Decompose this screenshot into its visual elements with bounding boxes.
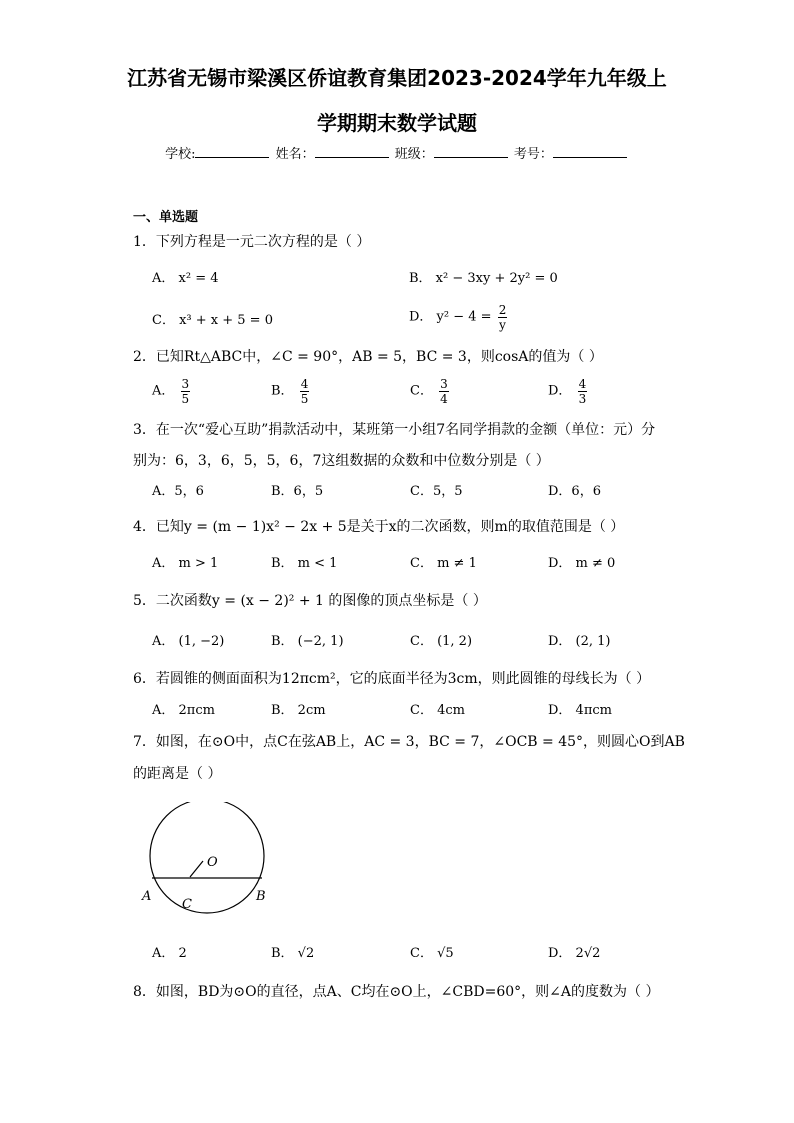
label-b: B (256, 889, 266, 904)
fraction-numerator: 2 (498, 303, 507, 317)
option-letter: A． (152, 383, 175, 399)
q2-option-a[interactable] (152, 377, 190, 406)
circle-diagram (138, 802, 278, 914)
question-7-stem-continued: 的距离是（ ） (133, 766, 222, 782)
q6-option-c[interactable]: C． 4cm (410, 703, 465, 718)
option-letter: C． (410, 383, 433, 399)
question-2-stem: 2．已知Rt△ABC中，∠C = 90°，AB = 5，BC = 3，则cosA的值为（ ） (133, 349, 603, 365)
q6-option-b[interactable]: B． 2cm (271, 703, 326, 718)
question-6-stem: 6．若圆锥的侧面面积为12πcm²，它的底面半径为3cm，则此圆锥的母线长为（ ） (133, 671, 651, 687)
question-4-stem: 4．已知y = (m − 1)x² − 2x + 5是关于x的二次函数，则m的取值范围是（ ） (133, 519, 625, 535)
section-heading: 一、单选题 (133, 210, 199, 225)
school-label: 学校: (165, 147, 196, 162)
page-title-line2: 学期期末数学试题 (317, 111, 477, 135)
question-5-stem: 5．二次函数y = (x − 2)² + 1 的图像的顶点坐标是（ ） (133, 593, 487, 609)
q4-option-a[interactable]: A． m > 1 (152, 556, 219, 571)
q3-option-b[interactable]: B．6，5 (271, 484, 324, 499)
q4-option-d[interactable]: D． m ≠ 0 (548, 556, 616, 571)
q1-option-d-prefix: D． y² − 4 = (409, 309, 492, 325)
q7-option-b[interactable]: B． √2 (271, 946, 315, 961)
q6-option-a[interactable]: A． 2πcm (152, 703, 215, 718)
q2-d-fraction (578, 377, 588, 406)
q1-option-a[interactable]: A． x² = 4 (152, 271, 219, 286)
question-1-stem: 1．下列方程是一元二次方程的是（ ） (133, 234, 371, 250)
q3-option-a[interactable]: A．5，6 (152, 484, 204, 499)
q2-option-c[interactable] (410, 377, 449, 406)
question-3-stem: 3．在一次“爱心互助”捐款活动中，某班第一小组7名同学捐款的金额（单位：元）分 (133, 422, 656, 438)
fraction-numerator: 3 (440, 377, 448, 391)
question-7-stem: 7．如图，在⊙O中，点C在弦AB上，AC = 3，BC = 7，∠OCB = 45°，则圆心O到AB (133, 734, 685, 750)
class-blank[interactable] (434, 145, 508, 158)
q2-b-fraction (300, 377, 310, 406)
label-c: C (182, 897, 192, 912)
q3-option-c[interactable]: C．5，5 (410, 484, 463, 499)
student-info-line (0, 145, 794, 164)
page-title-line1: 江苏省无锡市梁溪区侨谊教育集团2023-2024学年九年级上 (127, 66, 667, 90)
fraction-denominator: 4 (440, 392, 448, 406)
class-label: 班级： (394, 147, 434, 162)
fraction-denominator: y (499, 318, 506, 332)
fraction-numerator: 3 (181, 377, 190, 391)
q7-option-d[interactable]: D． 2√2 (548, 946, 601, 961)
fraction-denominator: 5 (181, 392, 190, 406)
q2-option-b[interactable] (271, 377, 309, 406)
fraction-numerator: 4 (300, 377, 309, 391)
option-letter: D． (548, 383, 572, 399)
school-blank[interactable] (195, 145, 269, 158)
fraction-denominator: 5 (300, 392, 309, 406)
q7-option-c[interactable]: C． √5 (410, 946, 454, 961)
label-a: A (142, 889, 152, 904)
q4-option-b[interactable]: B． m < 1 (271, 556, 338, 571)
question-3-stem-continued: 别为：6，3，6，5，5，6，7这组数据的众数和中位数分别是（ ） (133, 453, 550, 469)
q2-a-fraction (181, 377, 191, 406)
q1-option-b[interactable]: B． x² − 3xy + 2y² = 0 (409, 271, 558, 286)
fraction-denominator: 3 (578, 392, 587, 406)
q2-option-d[interactable] (548, 377, 587, 406)
option-letter: B． (271, 383, 294, 399)
question-8-stem: 8．如图，BD为⊙O的直径，点A、C均在⊙O上，∠CBD=60°，则∠A的度数为（ ） (133, 984, 660, 1000)
exam-no-blank[interactable] (553, 145, 627, 158)
name-label: 姓名： (275, 147, 315, 162)
q6-option-d[interactable]: D． 4πcm (548, 703, 612, 718)
q2-c-fraction (439, 377, 449, 406)
q5-option-d[interactable]: D． (2, 1) (548, 634, 611, 649)
label-o: O (207, 855, 218, 870)
q3-option-d[interactable]: D．6，6 (548, 484, 601, 499)
q5-option-a[interactable]: A． (1, −2) (152, 634, 225, 649)
q5-option-b[interactable]: B． (−2, 1) (271, 634, 344, 649)
segment-oc (190, 861, 203, 877)
q1-option-d-fraction (498, 303, 508, 332)
exam-no-label: 考号： (513, 147, 553, 162)
q1-option-c[interactable]: C． x³ + x + 5 = 0 (152, 313, 273, 328)
q4-option-c[interactable]: C． m ≠ 1 (410, 556, 477, 571)
circle-figure (138, 802, 278, 918)
fraction-numerator: 4 (578, 377, 587, 391)
q5-option-c[interactable]: C． (1, 2) (410, 634, 473, 649)
name-blank[interactable] (315, 145, 389, 158)
q7-option-a[interactable]: A． 2 (152, 946, 187, 961)
q1-option-d[interactable] (409, 303, 507, 332)
